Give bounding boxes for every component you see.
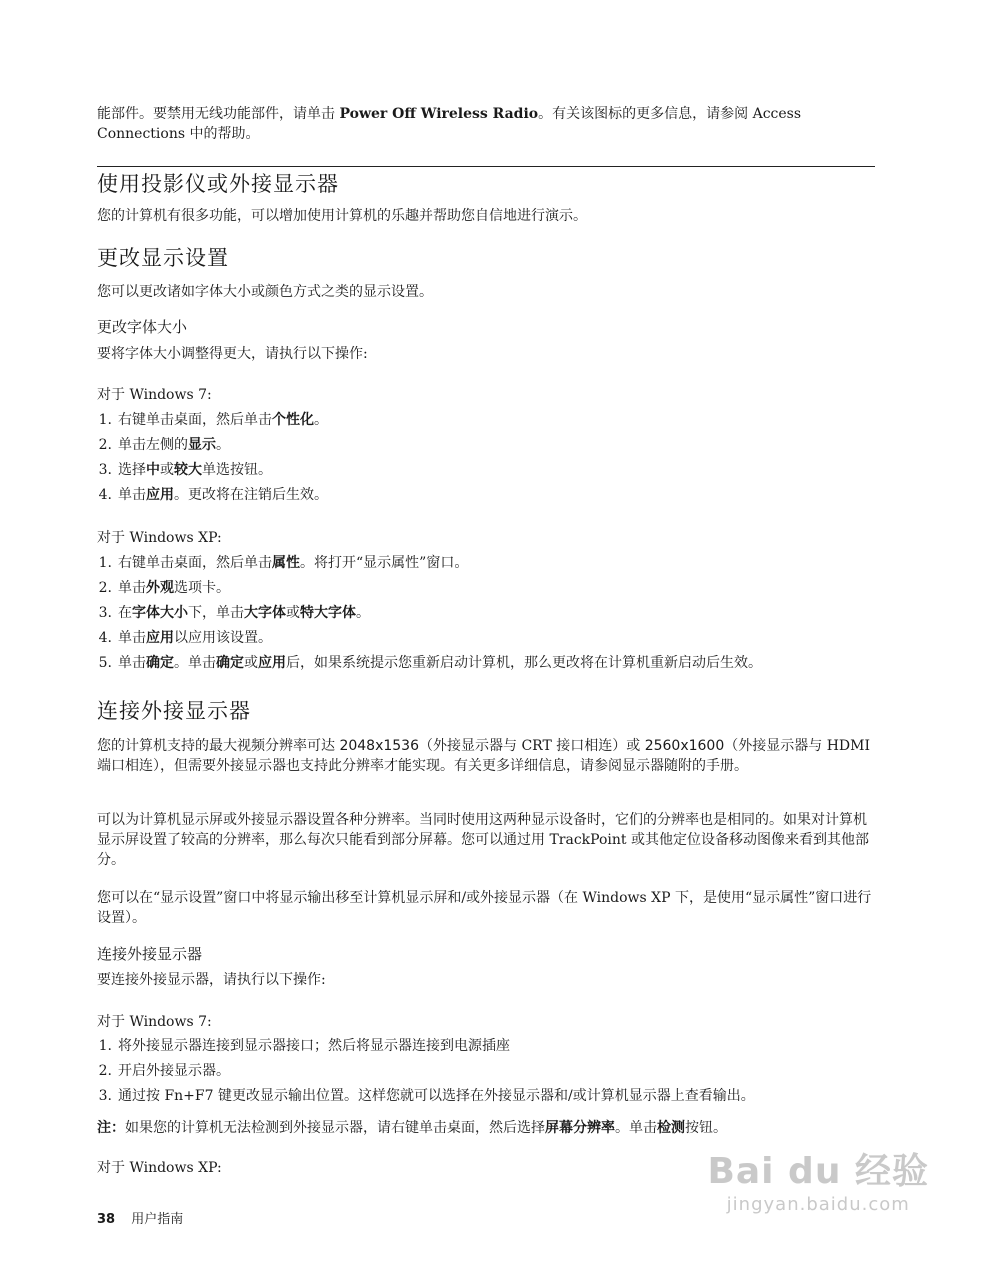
watermark-logo: Bai du 经验 [707, 1151, 929, 1192]
bold-term: 中 [146, 462, 160, 478]
step-text: 。将打开“显示属性”窗口。 [300, 555, 469, 571]
step-text: 在 [118, 605, 132, 621]
step-number: 4. [98, 630, 112, 646]
step-number: 1. [98, 412, 112, 428]
step-text: 右键单击桌面，然后单击 [118, 412, 272, 428]
step-text: 右键单击桌面，然后单击 [118, 555, 272, 571]
list-item [97, 1086, 875, 1111]
step-text: 如果您的计算机无法检测到外接显示器，请右键单击桌面，然后选择 [125, 1120, 545, 1136]
watermark [707, 1150, 929, 1216]
bold-term: 应用 [146, 630, 174, 646]
step-text: 或 [160, 462, 174, 478]
bold-term: 特大字体 [300, 605, 356, 621]
bold-term: 较大 [174, 462, 202, 478]
bold-term: 检测 [657, 1120, 685, 1136]
display-settings-body: 您可以更改诸如字体大小或颜色方式之类的显示设置。 [97, 284, 433, 300]
section-divider [97, 166, 875, 167]
list-item [97, 460, 875, 485]
page-number: 38 [97, 1212, 116, 1227]
list-item [97, 628, 875, 653]
connect-monitor-intro: 要连接外接显示器，请执行以下操作: [97, 972, 326, 988]
bold-term: 应用 [258, 655, 286, 671]
list-item [97, 485, 875, 510]
step-number: 1. [98, 555, 112, 571]
step-number: 4. [98, 487, 112, 503]
winxp-label: 对于 Windows XP: [97, 530, 222, 546]
step-text: 将外接显示器连接到显示器接口；然后将显示器连接到电源插座 [118, 1038, 510, 1054]
step-text: 选项卡。 [174, 580, 230, 596]
bold-term: 大字体 [244, 605, 286, 621]
font-size-intro: 要将字体大小调整得更大，请执行以下操作: [97, 346, 368, 362]
list-item [97, 410, 875, 435]
step-text: 或 [286, 605, 300, 621]
step-text: 单击 [118, 580, 146, 596]
section-title-external-monitor: 连接外接显示器 [97, 699, 251, 723]
bold-term: 外观 [146, 580, 174, 596]
step-number: 1. [98, 1038, 112, 1054]
subsection-title-font-size: 更改字体大小 [97, 318, 188, 336]
step-text: 。 [356, 605, 370, 621]
win7-font-steps [97, 410, 875, 510]
step-text: 开启外接显示器。 [118, 1063, 230, 1079]
step-number: 2. [98, 580, 112, 596]
external-monitor-para-3: 您可以在“显示设置”窗口中将显示输出移至计算机显示屏和/或外接显示器（在 Windows XP 下，是使用“显示属性”窗口进行设置）。 [97, 890, 872, 926]
step-text: 。 [314, 412, 328, 428]
step-text: 。单击 [174, 655, 216, 671]
bold-term: 应用 [146, 487, 174, 503]
step-text: 单击 [118, 630, 146, 646]
step-text: 选择 [118, 462, 146, 478]
watermark-url: jingyan.baidu.com [726, 1194, 910, 1215]
bold-term: 屏幕分辨率 [545, 1120, 615, 1136]
winxp-label-2: 对于 Windows XP: [97, 1160, 222, 1176]
step-number: 3. [98, 1088, 112, 1104]
winxp-font-steps [97, 553, 875, 678]
step-text: 。更改将在注销后生效。 [174, 487, 328, 503]
step-number: 2. [98, 1063, 112, 1079]
step-text: 单击 [118, 487, 146, 503]
win7-label-2: 对于 Windows 7: [97, 1014, 212, 1030]
step-number: 3. [98, 462, 112, 478]
step-text: 通过按 Fn+F7 键更改显示输出位置。这样您就可以选择在外接显示器和/或计算机显示器上查看输出。 [118, 1088, 755, 1104]
list-item [97, 1061, 875, 1086]
step-text: 按钮。 [685, 1120, 727, 1136]
external-monitor-para-2: 可以为计算机显示屏或外接显示器设置各种分辨率。当同时使用这两种显示设备时，它们的分辨率也是相同的。如果对计算机显示屏设置了较高的分辨率，那么每次只能看到部分屏幕。您可以通过用 TrackPoint 或其他定位设备移动图像来看到其他部分。 [97, 812, 869, 868]
bold-term: 属性 [272, 555, 300, 571]
step-text: 。单击 [615, 1120, 657, 1136]
list-item [97, 578, 875, 603]
step-text: 下，单击 [188, 605, 244, 621]
list-item [97, 553, 875, 578]
step-text: 单击左侧的 [118, 437, 188, 453]
bold-term: 确定 [216, 655, 244, 671]
list-item [97, 603, 875, 628]
step-text: 单击 [118, 655, 146, 671]
intro-text-2: 。有关该图标的更多信息，请参阅 Access Connections 中的帮助。 [97, 106, 802, 142]
bold-term: 注： [97, 1120, 125, 1136]
footer-label: 用户指南 [131, 1212, 184, 1227]
subsection-title-connect-monitor: 连接外接显示器 [97, 945, 203, 963]
bold-term: 个性化 [272, 412, 314, 428]
section-projector-body: 您的计算机有很多功能，可以增加使用计算机的乐趣并帮助您自信地进行演示。 [97, 208, 587, 224]
bold-term: 显示 [188, 437, 216, 453]
page-footer [97, 1211, 183, 1229]
note-paragraph [97, 1118, 727, 1138]
bold-term: 确定 [146, 655, 174, 671]
section-title-projector: 使用投影仪或外接显示器 [97, 172, 339, 196]
step-text: 后，如果系统提示您重新启动计算机，那么更改将在计算机重新启动后生效。 [286, 655, 762, 671]
step-text: 单选按钮。 [202, 462, 272, 478]
intro-paragraph [97, 104, 875, 144]
step-number: 5. [98, 655, 112, 671]
win7-monitor-steps [97, 1036, 875, 1111]
win7-label: 对于 Windows 7: [97, 387, 212, 403]
list-item [97, 1036, 875, 1061]
step-number: 2. [98, 437, 112, 453]
external-monitor-para-1: 您的计算机支持的最大视频分辨率可达 2048x1536（外接显示器与 CRT 接口相连）或 2560x1600（外接显示器与 HDMI 端口相连），但需要外接显示器也支持此分辨率才能实现。有关更多详细信息，请参阅显示器随附的手册。 [97, 738, 870, 774]
step-text: 或 [244, 655, 258, 671]
step-number: 3. [98, 605, 112, 621]
intro-bold: Power Off Wireless Radio [339, 106, 539, 122]
list-item [97, 435, 875, 460]
section-title-display-settings: 更改显示设置 [97, 246, 229, 270]
step-text: 。 [216, 437, 230, 453]
list-item [97, 653, 875, 678]
bold-term: 字体大小 [132, 605, 188, 621]
step-text: 以应用该设置。 [174, 630, 272, 646]
intro-text-1: 能部件。要禁用无线功能部件，请单击 [97, 106, 340, 122]
